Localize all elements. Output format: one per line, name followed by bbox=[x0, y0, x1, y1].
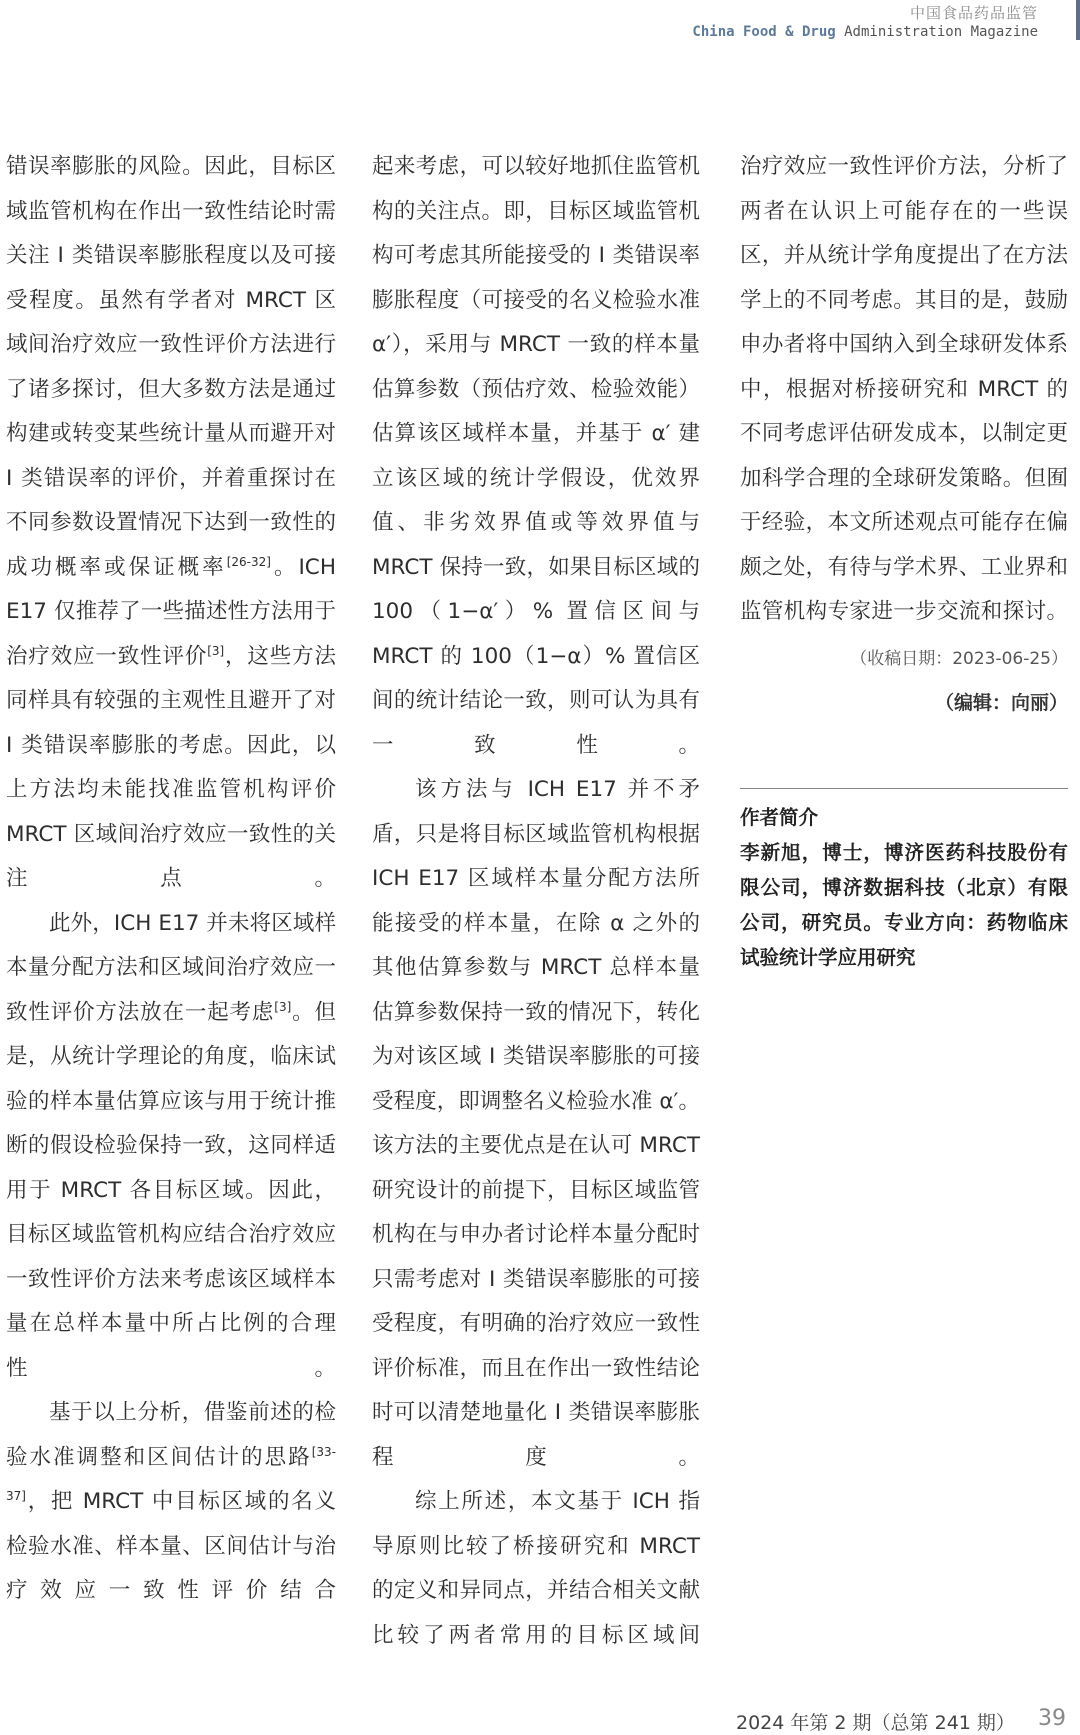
citation: [33-37] bbox=[6, 1444, 336, 1503]
text-run: 。但是，从统计学理论的角度，临床试验的样本量估算应该与用于统计推断的假设检验保持一致，这同样适用于 MRCT 各目标区域。因此，目标区域监管机构应结合治疗效应一致性评价方法来考虑该区域样本量在总样本量中所占比例的合理性。 bbox=[6, 999, 336, 1381]
text-run: 基于以上分析，借鉴前述的检验水准调整和区间估计的思路 bbox=[6, 1400, 336, 1470]
paragraph: 治疗效应一致性评价方法，分析了两者在认识上可能存在的一些误区，并从统计学角度提出了在方法学上的不同考虑。其目的是，鼓励申办者将中国纳入到全球研发体系中，根据对桥接研究和 MRCT 的不同考虑评估研发成本，以制定更加科学合理的全球研发策略。但囿于经验，本文所述观点可能存在偏颇之处，有待与学术界、工业界和监管机构专家进一步交流和探讨。 bbox=[740, 154, 1068, 624]
author-bio: 李新旭，博士，博济医药科技股份有限公司，博济数据科技（北京）有限公司，研究员。专业方向：药物临床试验统计学应用研究 bbox=[740, 841, 1068, 969]
issue-info: 2024 年第 2 期（总第 241 期） bbox=[736, 1712, 1015, 1734]
paragraph: 起来考虑，可以较好地抓住监管机构的关注点。即，目标区域监管机构可考虑其所能接受的 Ⅰ 类错误率膨胀程度（可接受的名义检验水准 α′），采用与 MRCT 一致的样本量估算参数（预估疗效、检验效能）估算该区域样本量，并基于 α′ 建立该区域的统计学假设，优效界值、非劣效界值或等效界值与 MRCT 保持一致，如果目标区域的 100（1−α′）% 置信区间与 MRCT 的 100（1−α）% 置信区间的统计结论一致，则可认为具有一致性。 bbox=[372, 154, 700, 758]
paragraph bbox=[6, 902, 336, 1392]
magazine-title-en-highlight: China Food & Drug bbox=[692, 24, 836, 40]
magazine-title-en-rest: Administration Magazine bbox=[835, 24, 1038, 40]
magazine-title-cn: 中国食品药品监管 bbox=[909, 4, 1038, 22]
paragraph: 该方法与 ICH E17 并不矛盾，只是将目标区域监管机构根据 ICH E17 区域样本量分配方法所能接受的样本量，在除 α 之外的其他估算参数与 MRCT 总样本量估算参数保持一致的情况下，转化为对该区域 Ⅰ 类错误率膨胀的可接受程度，即调整名义检验水准 α′。该方法的主要优点是在认可 MRCT 研究设计的前提下，目标区域监管机构在与申办者讨论样本量分配时只需考虑对 Ⅰ 类错误率膨胀的可接受程度，有明确的治疗效应一致性评价标准，而且在作出一致性结论时可以清楚地量化 Ⅰ 类错误率膨胀程度。 bbox=[372, 777, 700, 1470]
citation: [26-32] bbox=[226, 554, 271, 569]
author-divider bbox=[740, 788, 1068, 789]
paragraph bbox=[6, 1391, 336, 1614]
text-run: ，这些方法同样具有较强的主观性且避开了对 Ⅰ 类错误率膨胀的考虑。因此，以上方法均未能找准监管机构评价 MRCT 区域间治疗效应一致性的关注点。 bbox=[6, 643, 336, 891]
text-column-2 bbox=[372, 145, 700, 1658]
author-info bbox=[740, 800, 1068, 975]
magazine-title-en bbox=[692, 24, 1038, 40]
received-date: （收稿日期：2023-06-25） bbox=[850, 648, 1068, 669]
author-info-title: 作者简介 bbox=[740, 806, 819, 829]
text-run: 错误率膨胀的风险。因此，目标区域监管机构在作出一致性结论时需关注 Ⅰ 类错误率膨胀程度以及可接受程度。虽然有学者对 MRCT 区域间治疗效应一致性评价方法进行了诸多探讨，但大多数方法是通过构建或转变某些统计量从而避开对 Ⅰ 类错误率的评价，并着重探讨在不同参数设置情况下达到一致性的成功概率或保证概率 bbox=[6, 154, 336, 580]
citation: [3] bbox=[207, 643, 225, 658]
paragraph bbox=[6, 145, 336, 902]
header-accent-bar bbox=[1076, 0, 1080, 40]
text-column-3 bbox=[740, 145, 1068, 726]
text-run: 此外，ICH E17 并未将区域样本量分配方法和区域间治疗效应一致性评价方法放在一起考虑 bbox=[6, 910, 336, 1025]
editor-credit: （编辑：向丽） bbox=[934, 692, 1068, 714]
paragraph: 综上所述，本文基于 ICH 指导原则比较了桥接研究和 MRCT 的定义和异同点，并结合相关文献比较了两者常用的目标区域间 bbox=[372, 1489, 700, 1648]
text-run: 。ICH E17 仅推荐了一些描述性方法用于治疗效应一致性评价 bbox=[6, 554, 336, 669]
page-number: 39 bbox=[1038, 1706, 1066, 1731]
citation: [3] bbox=[274, 999, 292, 1014]
text-run: ，把 MRCT 中目标区域的名义检验水准、样本量、区间估计与治疗效应一致性评价结合 bbox=[6, 1489, 336, 1603]
text-column-1 bbox=[6, 145, 336, 1614]
